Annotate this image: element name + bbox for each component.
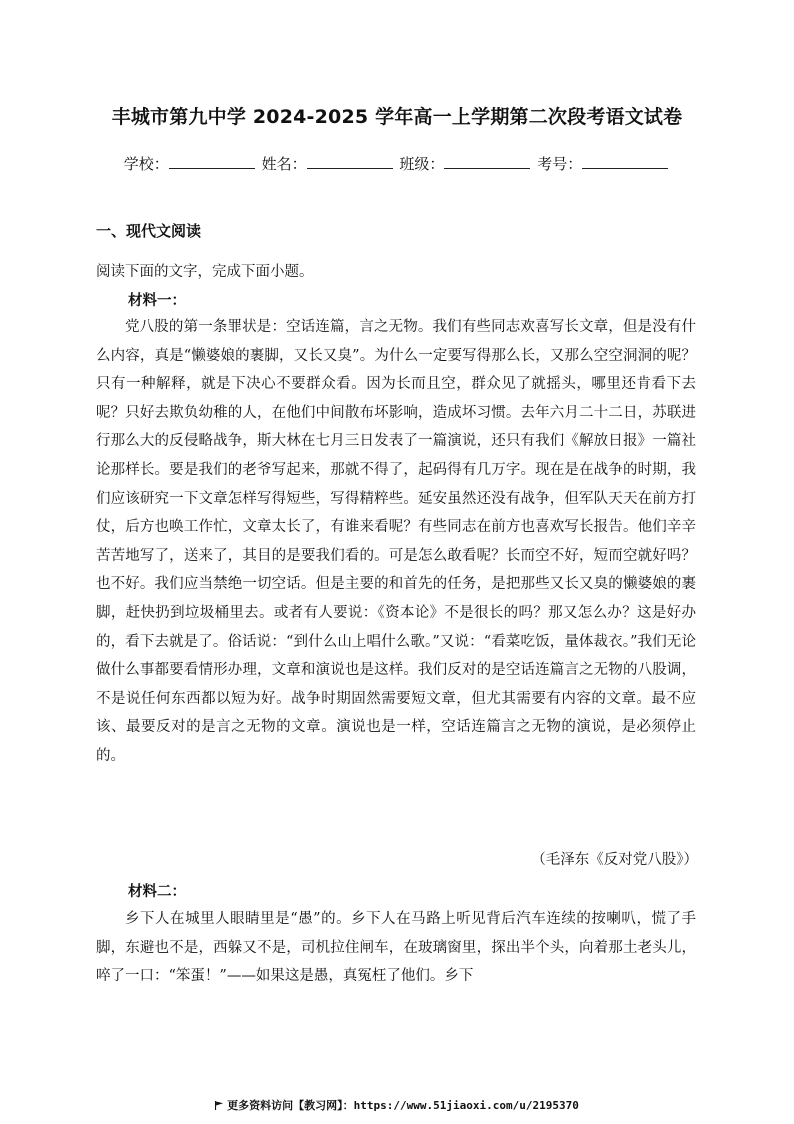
exam-title: 丰城市第九中学 2024-2025 学年高一上学期第二次段考语文试卷 [111,106,683,128]
footer-link[interactable] [0,1097,794,1113]
material-1-paragraph: 党八股的第一条罪状是：空话连篇，言之无物。我们有些同志欢喜写长文章，但是没有什么内容，真是“懒婆娘的裹脚，又长又臭”。为什么一定要写得那么长，又那么空空洞洞的呢？只有一种解释，就是下决心不要群众看。因为长而且空，群众见了就摇头，哪里还肯看下去呢？只好去欺负幼稚的人，在他们中间散布坏影响，造成坏习惯。去年六月二十二日，苏联进行那么大的反侵略战争，斯大林在七月三日发表了一篇演说，还只有我们《解放日报》一篇社论那样长。要是我们的老爷写起来，那就不得了，起码得有几万字。现在是在战争的时期，我们应该研究一下文章怎样写得短些，写得精粹些。延安虽然还没有战争，但军队天天在前方打仗，后方也唤工作忙，文章太长了，有谁来看呢？有些同志在前方也喜欢写长报告。他们辛辛苦苦地写了，送来了，其目的是要我们看的。可是怎么敢看呢？长而空不好，短而空就好吗？也不好。我们应当禁绝一切空话。但是主要的和首先的任务，是把那些又长又臭的懒婆娘的裹脚，赶快扔到垃圾桶里去。或者有人要说：《资本论》不是很长的吗？那又怎么办？这是好办的，看下去就是了。俗话说：“到什么山上唱什么歌。”又说：“看菜吃饭，量体裁衣。”我们无论做什么事都要看情形办理，文章和演说也是这样。我们反对的是空话连篇言之无物的八股调，不是说任何东西都以短为好。战争时期固然需要短文章，但尤其需要有内容的文章。最不应该、最要反对的是言之无物的文章。演说也是一样，空话连篇言之无物的演说，是必须停止的。 [96,319,696,764]
section-heading: 一、现代文阅读 [96,222,202,240]
material-2-title: 材料二： [128,883,186,900]
school-blank[interactable] [169,154,255,169]
material-1-title: 材料一： [128,292,186,309]
material-2-paragraph: 乡下人在城里人眼睛里是“愚”的。乡下人在马路上听见背后汽车连续的按喇叭，慌了手脚，东避也不是，西躲又不是，司机拉住闸车，在玻璃窗里，探出半个头，向着那土老头儿，啐了一口：“笨蛋！”——如果这是愚，真冤枉了他们。乡下 [96,911,696,985]
school-label: 学校： [123,155,169,173]
flag-icon [215,1101,224,1110]
name-label: 姓名： [261,155,307,173]
class-blank[interactable] [444,154,530,169]
exam-number-blank[interactable] [582,154,668,169]
material-1-source: （毛泽东《反对党八股》） [531,852,698,868]
name-blank[interactable] [307,154,393,169]
student-info-line [0,153,794,174]
class-label: 班级： [399,155,445,173]
footer-text: 更多资料访问【教习网】：https://www.51jiaoxi.com/u/2195370 [227,1099,579,1112]
instruction-text: 阅读下面的文字，完成下面小题。 [96,264,314,280]
exam-number-label: 考号： [537,155,583,173]
